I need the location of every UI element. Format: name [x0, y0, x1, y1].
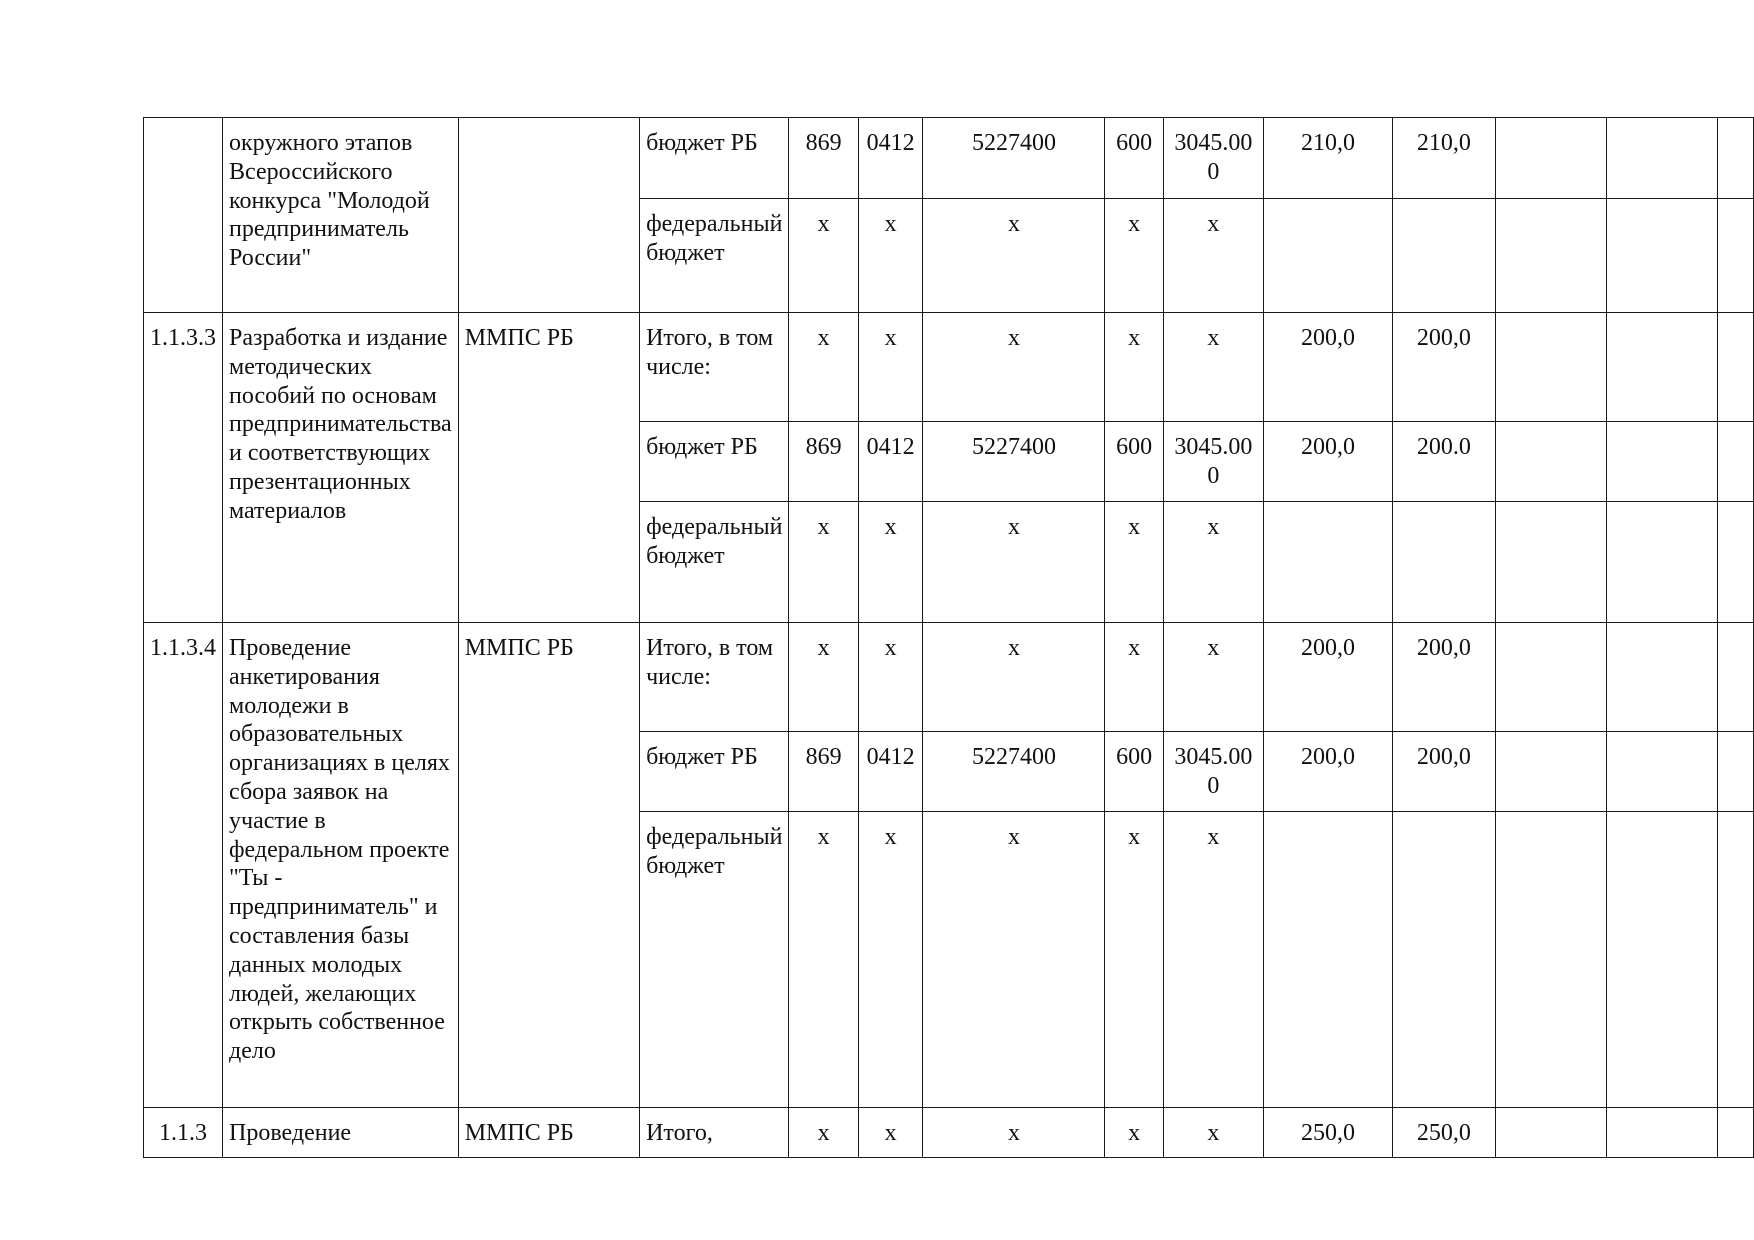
table-row: [144, 623, 1754, 732]
csr-code: x: [923, 812, 1105, 1108]
grbs-code: x: [789, 1108, 858, 1158]
csr-code: 5227400: [923, 422, 1105, 502]
amount-year-3: [1606, 118, 1717, 199]
csr-code: 5227400: [923, 118, 1105, 199]
rzpr-code: x: [858, 502, 923, 623]
grbs-code: 869: [789, 118, 858, 199]
amount-year-1: 200,0: [1392, 732, 1495, 812]
executor: ММПС РБ: [458, 623, 639, 1108]
table-row: [144, 118, 1754, 199]
kosgu-code: x: [1163, 313, 1263, 422]
table-row: [144, 313, 1754, 422]
grbs-code: x: [789, 313, 858, 422]
item-number: [144, 118, 223, 313]
item-name: окружного этапов Всероссийского конкурса "Молодой предприниматель России": [223, 118, 459, 313]
amount-year-1: 250,0: [1392, 1108, 1495, 1158]
amount-year-1: [1392, 502, 1495, 623]
amount-year-2: [1495, 623, 1606, 732]
funding-source: бюджет РБ: [640, 422, 789, 502]
rzpr-code: 0412: [858, 732, 923, 812]
amount-total: 210,0: [1264, 118, 1393, 199]
amount-year-3: [1606, 199, 1717, 313]
vr-code: 600: [1105, 118, 1163, 199]
kosgu-code: x: [1163, 1108, 1263, 1158]
amount-year-3: [1606, 732, 1717, 812]
amount-year-2: [1495, 732, 1606, 812]
amount-year-4: [1717, 732, 1753, 812]
csr-code: x: [923, 313, 1105, 422]
amount-year-4: [1717, 502, 1753, 623]
funding-source: федеральный бюджет: [640, 502, 789, 623]
vr-code: 600: [1105, 732, 1163, 812]
funding-source: федеральный бюджет: [640, 812, 789, 1108]
item-number: 1.1.3: [144, 1108, 223, 1158]
kosgu-code: x: [1163, 502, 1263, 623]
amount-year-1: [1392, 812, 1495, 1108]
funding-source: Итого, в том числе:: [640, 623, 789, 732]
vr-code: 600: [1105, 422, 1163, 502]
item-name: Разработка и издание методических пособий по основам предпринимательства и соответствующих презентационных материалов: [223, 313, 459, 623]
vr-code: x: [1105, 623, 1163, 732]
amount-year-4: [1717, 812, 1753, 1108]
amount-year-1: 200,0: [1392, 623, 1495, 732]
amount-year-2: [1495, 1108, 1606, 1158]
csr-code: x: [923, 502, 1105, 623]
vr-code: x: [1105, 812, 1163, 1108]
grbs-code: x: [789, 623, 858, 732]
amount-year-1: [1392, 199, 1495, 313]
amount-year-3: [1606, 623, 1717, 732]
csr-code: x: [923, 199, 1105, 313]
funding-source: Итого, в том числе:: [640, 313, 789, 422]
funding-source: Итого,: [640, 1108, 789, 1158]
amount-total: 200,0: [1264, 313, 1393, 422]
rzpr-code: x: [858, 1108, 923, 1158]
vr-code: x: [1105, 313, 1163, 422]
amount-year-4: [1717, 623, 1753, 732]
amount-total: 200,0: [1264, 732, 1393, 812]
item-number: 1.1.3.3: [144, 313, 223, 623]
amount-year-4: [1717, 118, 1753, 199]
csr-code: 5227400: [923, 732, 1105, 812]
rzpr-code: x: [858, 313, 923, 422]
rzpr-code: x: [858, 199, 923, 313]
amount-year-2: [1495, 118, 1606, 199]
amount-year-1: 200.0: [1392, 422, 1495, 502]
rzpr-code: 0412: [858, 118, 923, 199]
amount-year-1: 210,0: [1392, 118, 1495, 199]
amount-year-3: [1606, 422, 1717, 502]
kosgu-code: 3045.000: [1163, 118, 1263, 199]
amount-year-3: [1606, 502, 1717, 623]
grbs-code: 869: [789, 422, 858, 502]
amount-year-2: [1495, 812, 1606, 1108]
amount-total: 200,0: [1264, 623, 1393, 732]
executor: ММПС РБ: [458, 1108, 639, 1158]
rzpr-code: 0412: [858, 422, 923, 502]
amount-year-2: [1495, 199, 1606, 313]
kosgu-code: x: [1163, 199, 1263, 313]
item-number: 1.1.3.4: [144, 623, 223, 1108]
csr-code: x: [923, 1108, 1105, 1158]
executor: [458, 118, 639, 313]
funding-source: бюджет РБ: [640, 732, 789, 812]
amount-year-1: 200,0: [1392, 313, 1495, 422]
amount-total: 200,0: [1264, 422, 1393, 502]
amount-year-3: [1606, 812, 1717, 1108]
vr-code: x: [1105, 1108, 1163, 1158]
budget-table: [143, 117, 1754, 1158]
table-row: [144, 1108, 1754, 1158]
kosgu-code: x: [1163, 812, 1263, 1108]
grbs-code: x: [789, 502, 858, 623]
kosgu-code: 3045.000: [1163, 422, 1263, 502]
item-name: Проведение анкетирования молодежи в образовательных организациях в целях сбора заявок на участие в федеральном проекте "Ты - предприниматель" и составления базы данных молодых людей, желающих открыть собственное дело: [223, 623, 459, 1108]
vr-code: x: [1105, 199, 1163, 313]
csr-code: x: [923, 623, 1105, 732]
amount-total: [1264, 199, 1393, 313]
grbs-code: x: [789, 812, 858, 1108]
amount-total: [1264, 812, 1393, 1108]
executor: ММПС РБ: [458, 313, 639, 623]
funding-source: бюджет РБ: [640, 118, 789, 199]
kosgu-code: 3045.000: [1163, 732, 1263, 812]
grbs-code: x: [789, 199, 858, 313]
amount-year-3: [1606, 1108, 1717, 1158]
grbs-code: 869: [789, 732, 858, 812]
rzpr-code: x: [858, 623, 923, 732]
amount-year-4: [1717, 199, 1753, 313]
amount-year-4: [1717, 313, 1753, 422]
amount-total: 250,0: [1264, 1108, 1393, 1158]
funding-source: федеральный бюджет: [640, 199, 789, 313]
amount-year-4: [1717, 422, 1753, 502]
amount-total: [1264, 502, 1393, 623]
amount-year-2: [1495, 502, 1606, 623]
amount-year-3: [1606, 313, 1717, 422]
rzpr-code: x: [858, 812, 923, 1108]
amount-year-2: [1495, 422, 1606, 502]
vr-code: x: [1105, 502, 1163, 623]
item-name: Проведение: [223, 1108, 459, 1158]
amount-year-2: [1495, 313, 1606, 422]
amount-year-4: [1717, 1108, 1753, 1158]
kosgu-code: x: [1163, 623, 1263, 732]
